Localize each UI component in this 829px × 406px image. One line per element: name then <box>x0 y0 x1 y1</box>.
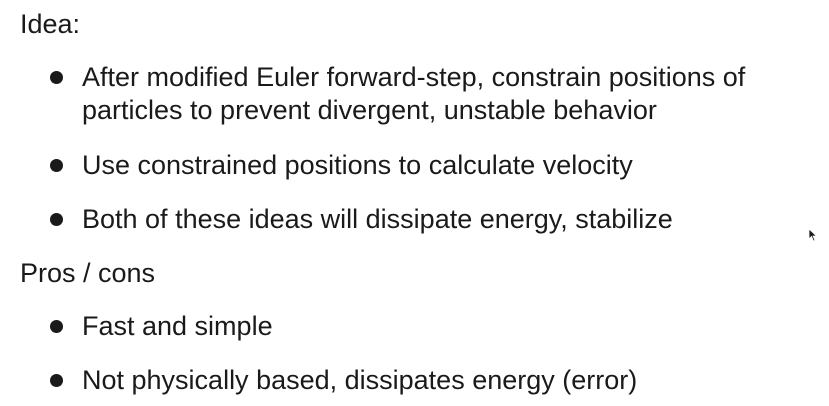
bullet-icon <box>50 374 63 387</box>
list-item <box>0 149 817 182</box>
bullet-text: Both of these ideas will dissipate energy, stabilize <box>82 204 673 234</box>
idea-bullet-list <box>0 61 817 236</box>
section-heading-idea: Idea: <box>20 9 81 39</box>
bullet-text: Fast and simple <box>82 311 273 341</box>
bullet-icon <box>50 71 63 84</box>
section-heading-pros-cons: Pros / cons <box>20 258 156 288</box>
bullet-text: Use constrained positions to calculate velocity <box>82 150 633 180</box>
list-item <box>0 310 817 343</box>
list-item <box>0 364 817 397</box>
list-item <box>0 203 817 236</box>
bullet-text: Not physically based, dissipates energy (error) <box>82 365 638 395</box>
bullet-icon <box>50 213 63 226</box>
pros-cons-bullet-list <box>0 310 817 397</box>
mouse-pointer-icon <box>808 228 818 242</box>
bullet-icon <box>50 159 63 172</box>
bullet-text: After modified Euler forward-step, constrain positions of particles to prevent divergent, unstable behavior <box>82 62 746 125</box>
list-item <box>0 61 817 127</box>
bullet-icon <box>50 320 63 333</box>
